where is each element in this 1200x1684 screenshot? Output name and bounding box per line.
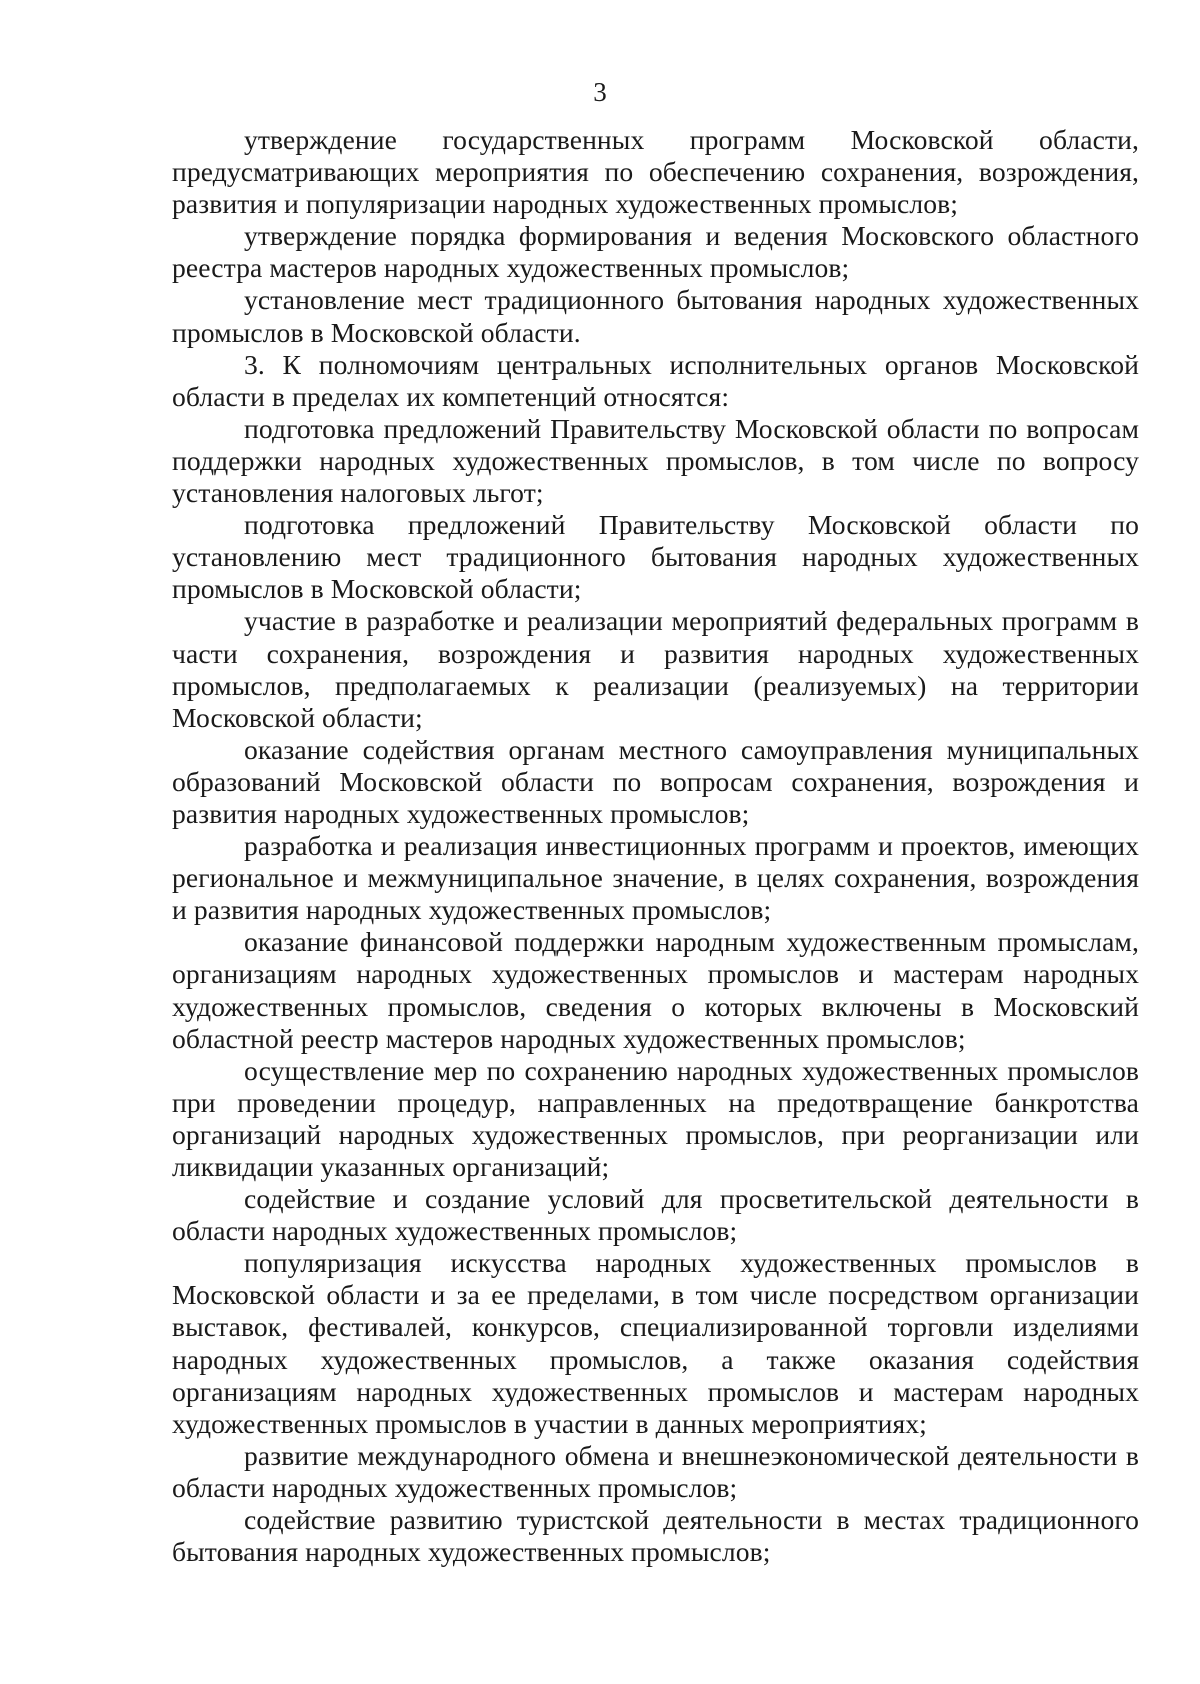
paragraph-1: утверждение государственных программ Московской области, предусматривающих мероприятия по обеспечению сохранения, возрождения, развития и популяризации народных художественных промыслов; bbox=[172, 124, 1139, 220]
paragraph-4: 3. К полномочиям центральных исполнительных органов Московской области в пределах их компетенций относятся: bbox=[172, 348, 1139, 412]
paragraph-14: развитие международного обмена и внешнеэкономической деятельности в области народных художественных промыслов; bbox=[172, 1439, 1139, 1503]
page-number: 3 bbox=[593, 77, 607, 107]
paragraph-8: оказание содействия органам местного самоуправления муниципальных образований Московской области по вопросам сохранения, возрождения и развития народных художественных промыслов; bbox=[172, 733, 1139, 829]
paragraph-9: разработка и реализация инвестиционных программ и проектов, имеющих региональное и межмуниципальное значение, в целях сохранения, возрождения и развития народных художественных промыслов; bbox=[172, 830, 1139, 926]
document-body bbox=[172, 124, 1139, 1568]
paragraph-13: популяризация искусства народных художественных промыслов в Московской области и за ее пределами, в том числе посредством организации выставок, фестивалей, конкурсов, специализированной торговли изделиями народных художественных промыслов, а также оказания содействия организациям народных художественных промыслов и мастерам народных художественных промыслов в участии в данных мероприятиях; bbox=[172, 1247, 1139, 1439]
paragraph-10: оказание финансовой поддержки народным художественным промыслам, организациям народных художественных промыслов и мастерам народных художественных промыслов, сведения о которых включены в Московский областной реестр мастеров народных художественных промыслов; bbox=[172, 926, 1139, 1054]
paragraph-15: содействие развитию туристской деятельности в местах традиционного бытования народных художественных промыслов; bbox=[172, 1504, 1139, 1568]
paragraph-7: участие в разработке и реализации мероприятий федеральных программ в части сохранения, возрождения и развития народных художественных промыслов, предполагаемых к реализации (реализуемых) на территории Московской области; bbox=[172, 605, 1139, 733]
paragraph-2: утверждение порядка формирования и ведения Московского областного реестра мастеров народных художественных промыслов; bbox=[172, 220, 1139, 284]
paragraph-6: подготовка предложений Правительству Московской области по установлению мест традиционного бытования народных художественных промыслов в Московской области; bbox=[172, 509, 1139, 605]
paragraph-3: установление мест традиционного бытования народных художественных промыслов в Московской области. bbox=[172, 284, 1139, 348]
paragraph-5: подготовка предложений Правительству Московской области по вопросам поддержки народных художественных промыслов, в том числе по вопросу установления налоговых льгот; bbox=[172, 412, 1139, 509]
paragraph-12: содействие и создание условий для просветительской деятельности в области народных художественных промыслов; bbox=[172, 1183, 1139, 1247]
paragraph-11: осуществление мер по сохранению народных художественных промыслов при проведении процедур, направленных на предотвращение банкротства организаций народных художественных промыслов, при реорганизации или ликвидации указанных организаций; bbox=[172, 1054, 1139, 1182]
